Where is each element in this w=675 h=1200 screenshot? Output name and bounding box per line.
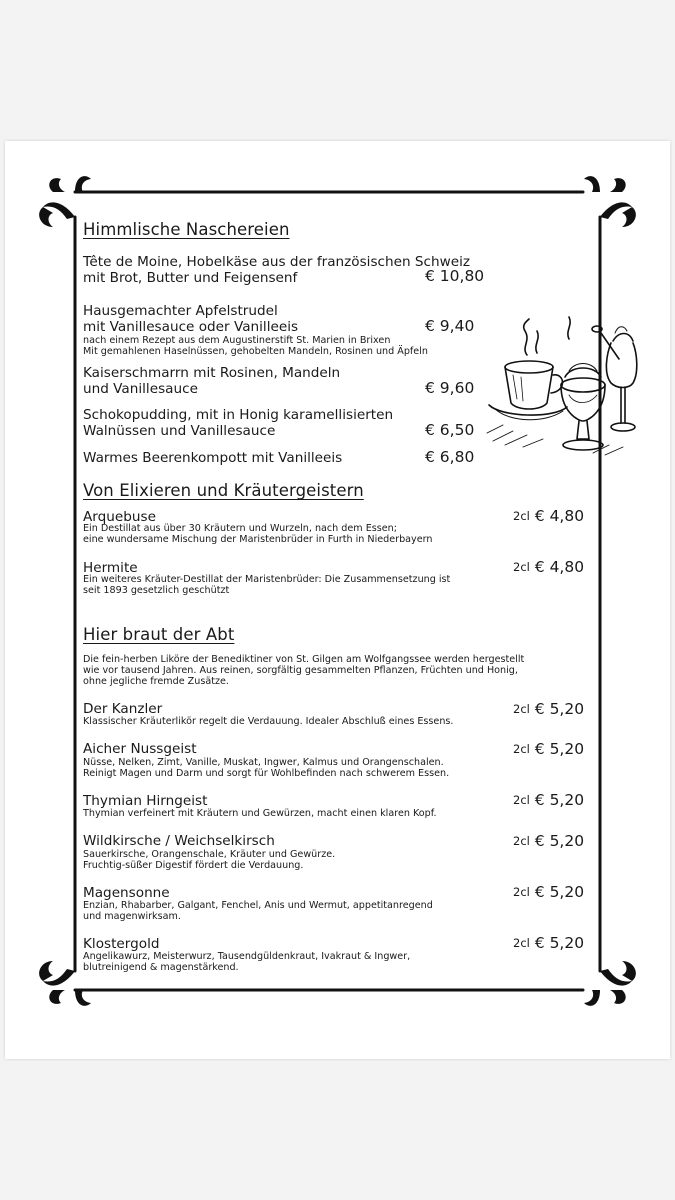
menu-item-name: Magensonne	[83, 885, 170, 901]
menu-item-name: Hausgemachter Apfelstrudel	[83, 303, 278, 319]
menu-item-name: Der Kanzler	[83, 701, 163, 717]
menu-item-price-value: € 5,20	[534, 791, 585, 809]
menu-item-description: blutreinigend & magenstärkend.	[83, 962, 239, 973]
menu-item-price	[513, 934, 584, 952]
menu-item-description: Angelikawurz, Meisterwurz, Tausendgüldenkraut, Ivakraut & Ingwer,	[83, 951, 411, 962]
menu-item-description: seit 1893 gesetzlich geschützt	[83, 585, 230, 596]
menu-item-amount: 2cl	[513, 936, 530, 950]
menu-item-amount: 2cl	[513, 509, 530, 523]
menu-item-price: € 10,80	[425, 267, 485, 285]
section-intro: ohne jegliche fremde Zusätze.	[83, 676, 229, 687]
menu-item-amount: 2cl	[513, 742, 530, 756]
menu-item-description: Ein Destillat aus über 30 Kräutern und Wurzeln, nach dem Essen;	[83, 523, 397, 534]
menu-item-name: Thymian Hirngeist	[83, 793, 208, 809]
menu-item-name: Warmes Beerenkompott mit Vanilleeis	[83, 450, 343, 466]
menu-item-amount: 2cl	[513, 885, 530, 899]
menu-item-description: Fruchtig-süßer Digestif fördert die Verdauung.	[83, 860, 304, 871]
menu-item-name: Schokopudding, mit in Honig karamellisierten	[83, 407, 394, 423]
menu-item-name: Hermite	[83, 560, 138, 576]
menu-item-price: € 6,80	[425, 448, 475, 466]
menu-item-amount: 2cl	[513, 560, 530, 574]
menu-item-price-value: € 4,80	[534, 507, 585, 525]
menu-item-price	[513, 558, 584, 576]
menu-item-price: € 9,40	[425, 317, 475, 335]
menu-item-description: nach einem Rezept aus dem Augustinerstift St. Marien in Brixen	[83, 335, 391, 346]
menu-item-name: und Vanillesauce	[83, 381, 198, 397]
menu-item-name: Tête de Moine, Hobelkäse aus der französischen Schweiz	[83, 254, 471, 270]
section-intro: Die fein-herben Liköre der Benediktiner von St. Gilgen am Wolfgangssee werden hergestellt	[83, 654, 525, 665]
menu-item-price-value: € 5,20	[534, 740, 585, 758]
menu-item-description: Ein weiteres Kräuter-Destillat der Maristenbrüder: Die Zusammensetzung ist	[83, 574, 451, 585]
section-intro: wie vor tausend Jahren. Aus reinen, sorgfältig gesammelten Pflanzen, Früchten und Honig,	[83, 665, 518, 676]
menu-item-description: Klassischer Kräuterlikör regelt die Verdauung. Idealer Abschluß eines Essens.	[83, 716, 454, 727]
menu-item-description: Sauerkirsche, Orangenschale, Kräuter und Gewürze.	[83, 849, 336, 860]
menu-item-price-value: € 5,20	[534, 934, 585, 952]
menu-item-description: und magenwirksam.	[83, 911, 181, 922]
menu-item-name: Wildkirsche / Weichselkirsch	[83, 833, 275, 849]
menu-page	[5, 141, 670, 1059]
menu-item-name: Klostergold	[83, 936, 160, 952]
menu-item-description: Enzian, Rhabarber, Galgant, Fenchel, Anis und Wermut, appetitanregend	[83, 900, 433, 911]
menu-item-description: Mit gemahlenen Haselnüssen, gehobelten Mandeln, Rosinen und Äpfeln	[83, 346, 428, 357]
coffee-and-dessert-illustration	[483, 313, 643, 458]
menu-item-price	[513, 507, 584, 525]
menu-item-price-value: € 5,20	[534, 700, 585, 718]
menu-item-name: Walnüssen und Vanillesauce	[83, 423, 276, 439]
menu-item-price-value: € 4,80	[534, 558, 585, 576]
menu-item-amount: 2cl	[513, 834, 530, 848]
section-heading-elixiere: Von Elixieren und Kräutergeistern	[83, 481, 364, 500]
menu-item-price: € 9,60	[425, 379, 475, 397]
menu-item-price	[513, 740, 584, 758]
menu-item-price-value: € 5,20	[534, 883, 585, 901]
menu-item-price	[513, 700, 584, 718]
menu-item-description: Nüsse, Nelken, Zimt, Vanille, Muskat, Ingwer, Kalmus und Orangenschalen.	[83, 757, 444, 768]
menu-item-name: mit Brot, Butter und Feigensenf	[83, 270, 298, 286]
menu-item-price-value: € 5,20	[534, 832, 585, 850]
menu-item-name: Kaiserschmarrn mit Rosinen, Mandeln	[83, 365, 341, 381]
menu-item-price: € 6,50	[425, 421, 475, 439]
menu-item-amount: 2cl	[513, 793, 530, 807]
menu-item-description: eine wundersame Mischung der Maristenbrüder in Furth in Niederbayern	[83, 534, 433, 545]
menu-item-price	[513, 791, 584, 809]
menu-item-name: Arquebuse	[83, 509, 156, 525]
menu-item-description: Reinigt Magen und Darm und sorgt für Wohlbefinden nach schwerem Essen.	[83, 768, 450, 779]
section-heading-hier-braut-der-abt: Hier braut der Abt	[83, 625, 235, 644]
section-heading-himmlische-naschereien: Himmlische Naschereien	[83, 220, 290, 239]
menu-item-name: mit Vanillesauce oder Vanilleeis	[83, 319, 299, 335]
menu-item-price	[513, 832, 584, 850]
menu-item-amount: 2cl	[513, 702, 530, 716]
menu-item-name: Aicher Nussgeist	[83, 741, 197, 757]
menu-item-description: Thymian verfeinert mit Kräutern und Gewürzen, macht einen klaren Kopf.	[83, 808, 437, 819]
menu-item-price	[513, 883, 584, 901]
